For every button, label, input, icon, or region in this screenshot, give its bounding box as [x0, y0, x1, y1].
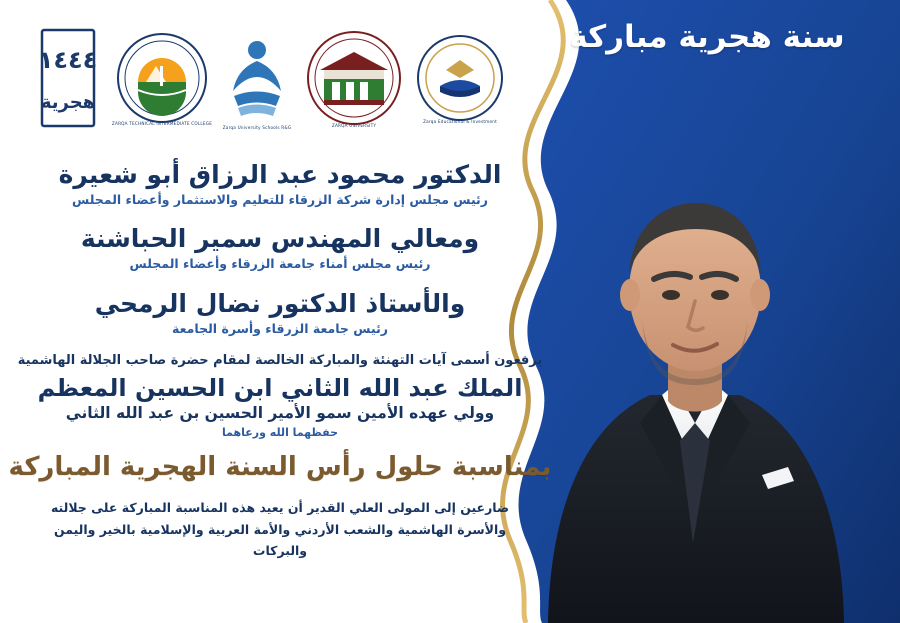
king-portrait	[530, 123, 860, 623]
person-block-1	[0, 160, 560, 208]
prayer-line: حفظهما الله ورعاهما	[222, 425, 338, 439]
closing-paragraph: ضارعين إلى المولى العلي القدير أن يعيد هذه المناسبة المباركة على جلالته والأسرة الهاشمية والشعب الأردني والأمة العربية والإسلامية بالخير واليمن والبركات	[50, 500, 510, 558]
hijri-word-text: هجرية	[40, 92, 96, 113]
person-name: ومعالي المهندس سمير الحباشنة	[80, 224, 480, 254]
logo-caption: ZARQA UNIVERSITY	[331, 123, 377, 128]
person-name: والأستاذ الدكتور نضال الرمحي	[94, 288, 466, 318]
person-block-2	[0, 224, 560, 272]
occasion-calligraphy: بمناسبة حلول رأس السنة الهجرية المباركة	[8, 451, 552, 482]
zarqa-university-schools-logo	[222, 28, 292, 128]
person-title: رئيس مجلس إدارة شركة الزرقاء للتعليم والاستثمار وأعضاء المجلس	[72, 192, 488, 207]
hijri-1444-logo	[34, 24, 102, 132]
person-title: رئيس جامعة الزرقاء وأسرة الجامعة	[172, 320, 388, 336]
crown-prince-name: وولي عهده الأمين سمو الأمير الحسين بن عبد الله الثاني	[65, 403, 495, 422]
zarqa-technical-intermediate-college-logo	[111, 32, 213, 126]
zarqa-university-logo	[306, 30, 402, 126]
logos-row	[34, 24, 504, 132]
logo-caption: ZARQA TECHNICAL INTERMEDIATE COLLEGE	[111, 121, 213, 126]
logo-caption: Zarqa University Schools R&G	[222, 125, 292, 130]
congratulation-intro: يرفعون أسمى آيات التهنئة والمباركة الخالصة لمقام حضرة صاحب الجلالة الهاشمية	[17, 352, 543, 368]
person-title: رئيس مجلس أمناء جامعة الزرقاء وأعضاء المجلس	[129, 256, 431, 272]
king-name: الملك عبد الله الثاني ابن الحسين المعظم	[37, 373, 523, 402]
person-name: الدكتور محمود عبد الرزاق أبو شعيرة	[58, 160, 502, 189]
person-block-3	[0, 289, 560, 337]
logo-caption: Zarqa Educational & Investment	[423, 119, 497, 124]
greeting-calligraphy: سنة هجرية مباركة	[569, 19, 845, 55]
message-body	[0, 160, 560, 561]
zarqa-educational-investment-logo	[416, 34, 504, 122]
hijri-year-text: ١٤٤٤	[38, 46, 98, 74]
